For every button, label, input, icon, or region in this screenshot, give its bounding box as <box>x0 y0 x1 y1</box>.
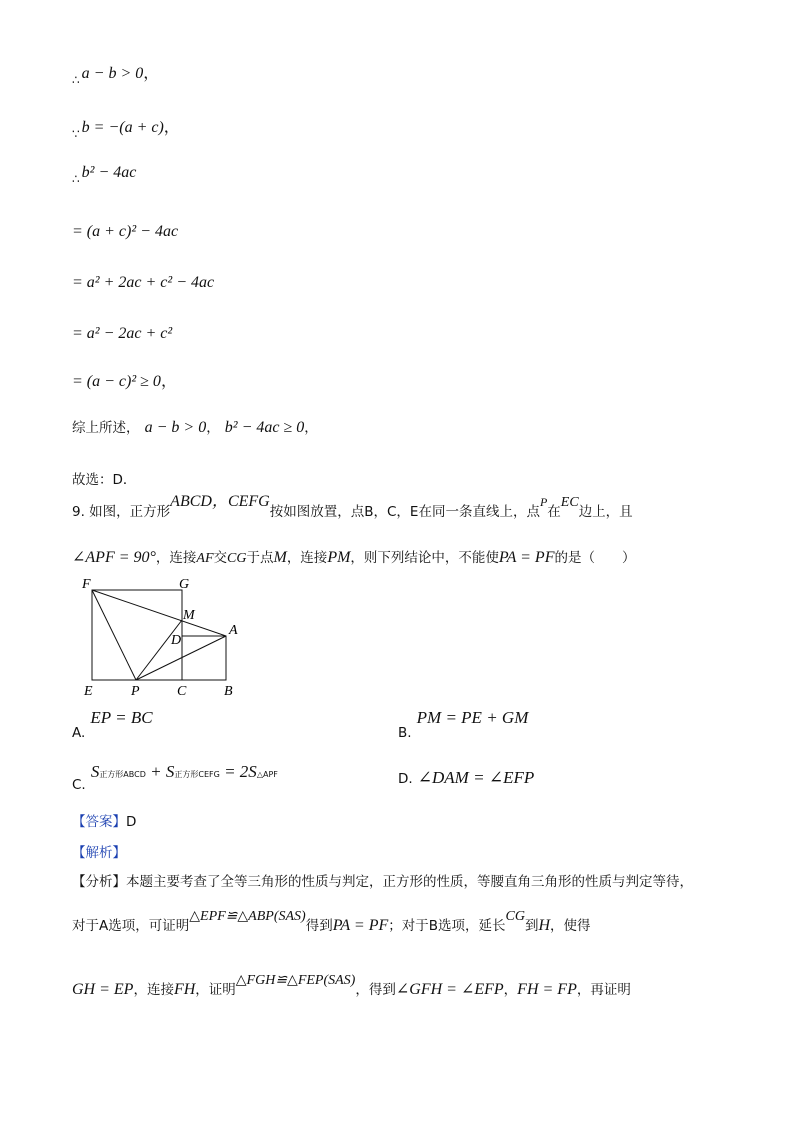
question-text: 的是（ ） <box>554 550 636 566</box>
square-cefg <box>92 590 182 680</box>
analysis-h: H <box>538 917 551 934</box>
label-g: G <box>179 577 190 592</box>
label-e: E <box>84 684 93 699</box>
question-9-line-1 <box>72 493 633 521</box>
analysis-text: ，得到 <box>355 982 396 998</box>
question-text: 在 <box>547 504 561 520</box>
analysis-cg: CG <box>505 909 525 924</box>
analysis-gh-ep: GH = EP <box>72 981 134 998</box>
answer-value: D <box>126 814 137 830</box>
label-f: F <box>82 577 91 592</box>
label-b: B <box>224 684 233 699</box>
step-expr-1: a − b > 0 <box>81 65 144 82</box>
question-text: 于点 <box>246 550 274 566</box>
question-text: 按如图放置，点B，C，E在同一条直线上，点 <box>269 504 540 520</box>
because-symbol: ∵ <box>72 127 80 141</box>
analysis-summary-line <box>72 870 693 890</box>
option-c-sub-2: 正方形CEFG <box>174 770 220 779</box>
step-expr-7: = (a − c)² ≥ 0 <box>72 373 161 390</box>
label-m: M <box>183 608 195 623</box>
option-c-eq: = 2S <box>219 762 257 781</box>
fenxi-tag: 【分析】 <box>72 874 126 890</box>
option-a-letter: A. <box>72 725 86 741</box>
congruence-2: △FGH≌△FEP(SAS) <box>235 973 356 988</box>
analysis-text: ，连接 <box>133 982 174 998</box>
analysis-text: ，使得 <box>550 918 591 934</box>
squares-name: ABCD，CEFG <box>170 493 270 510</box>
angle-apf: ∠APF = 90° <box>72 549 156 566</box>
segment-pm: PM <box>327 549 351 566</box>
label-d: D <box>171 633 182 648</box>
congruence-1: △EPF≌△ABP(SAS) <box>189 909 306 924</box>
point-m: M <box>273 549 287 566</box>
analysis-text: 对于A选项，可证明 <box>72 918 190 934</box>
step-line-7: = (a − c)² ≥ 0， <box>72 373 177 390</box>
step-line-5: = a² + 2ac + c² − 4ac <box>72 274 215 291</box>
answer-tag: 【答案】 <box>72 814 126 830</box>
option-c-plus: + S <box>145 762 175 781</box>
option-c[interactable] <box>72 762 278 793</box>
question-number: 9. 如图，正方形 <box>72 504 171 520</box>
label-p: P <box>131 684 140 699</box>
analysis-fh-fp: FH = FP <box>517 981 577 998</box>
analysis-text: ，证明 <box>195 982 236 998</box>
analysis-text: ， <box>503 982 518 998</box>
option-a-math: EP = BC <box>90 708 153 727</box>
label-c: C <box>177 684 187 699</box>
analysis-angle-eq: ∠GFH = ∠EFP <box>395 981 504 998</box>
condition-pa-pf: PA = PF <box>498 549 555 566</box>
option-b-math: PM = PE + GM <box>416 708 529 727</box>
segment-fa <box>92 590 226 636</box>
option-c-sub-3: △APF <box>256 770 278 779</box>
therefore-symbol: ∴ <box>72 73 80 87</box>
option-c-letter: C. <box>72 777 86 793</box>
segment-pm <box>136 620 182 680</box>
option-c-s: S <box>90 762 100 781</box>
analysis-tag: 【解析】 <box>72 845 126 861</box>
summary-math-1: a − b > 0 <box>144 419 207 436</box>
step-line-4: = (a + c)² − 4ac <box>72 223 179 240</box>
analysis-fh: FH <box>173 981 196 998</box>
segment-fp <box>92 590 136 680</box>
question-text: ，连接 <box>286 550 328 566</box>
option-c-math <box>91 762 278 781</box>
analysis-line-2 <box>72 973 631 999</box>
therefore-symbol: ∴ <box>72 172 80 186</box>
option-c-sub-1: 正方形ABCD <box>99 770 146 779</box>
point-p: P <box>539 495 548 509</box>
option-d-math: ∠DAM = ∠EFP <box>417 768 535 787</box>
analysis-text: 到 <box>524 918 539 934</box>
question-9-line-2 <box>72 546 635 567</box>
analysis-text: ，再证明 <box>576 982 631 998</box>
step-expr-2: b = −(a + c) <box>81 119 164 136</box>
summary-prefix: 综上所述， <box>72 420 140 436</box>
option-d[interactable] <box>398 768 534 788</box>
step-line-2: $_\because$ b = −(a + c)， <box>72 119 180 141</box>
analysis-heading <box>72 841 126 861</box>
question-text: 边上，且 <box>578 504 633 520</box>
segment-cg: CG <box>227 551 247 566</box>
question-text: ，则下列结论中，不能使 <box>350 550 499 566</box>
step-line-1: $_\therefore$ a − b > 0， <box>72 65 160 87</box>
square-abcd <box>182 636 226 680</box>
step-line-3 <box>72 164 137 186</box>
answer-line <box>72 810 136 830</box>
segment-ec: EC <box>560 495 579 510</box>
question-text: 交 <box>213 550 228 566</box>
option-b[interactable] <box>398 708 529 741</box>
label-a: A <box>229 623 238 638</box>
analysis-line-1 <box>72 909 591 935</box>
summary-line: 综上所述， a − b > 0， b² − 4ac ≥ 0， <box>72 419 318 436</box>
step-line-6: = a² − 2ac + c² <box>72 325 173 342</box>
question-text: ，连接 <box>155 550 197 566</box>
option-a[interactable] <box>72 708 153 741</box>
choose-line: 故选：D． <box>72 472 137 488</box>
step-expr-3: b² − 4ac <box>81 164 137 181</box>
analysis-text: 得到 <box>305 918 333 934</box>
summary-math-2: b² − 4ac ≥ 0 <box>224 419 305 436</box>
geometry-figure <box>78 574 248 700</box>
analysis-pa-pf: PA = PF <box>332 917 389 934</box>
option-d-letter: D. <box>398 771 413 787</box>
option-b-letter: B. <box>398 725 412 741</box>
fenxi-text: 本题主要考查了全等三角形的性质与判定，正方形的性质，等腰直角三角形的性质与判定等待， <box>126 874 693 890</box>
segment-af: AF <box>196 551 214 566</box>
analysis-text: ；对于B选项，延长 <box>388 918 506 934</box>
